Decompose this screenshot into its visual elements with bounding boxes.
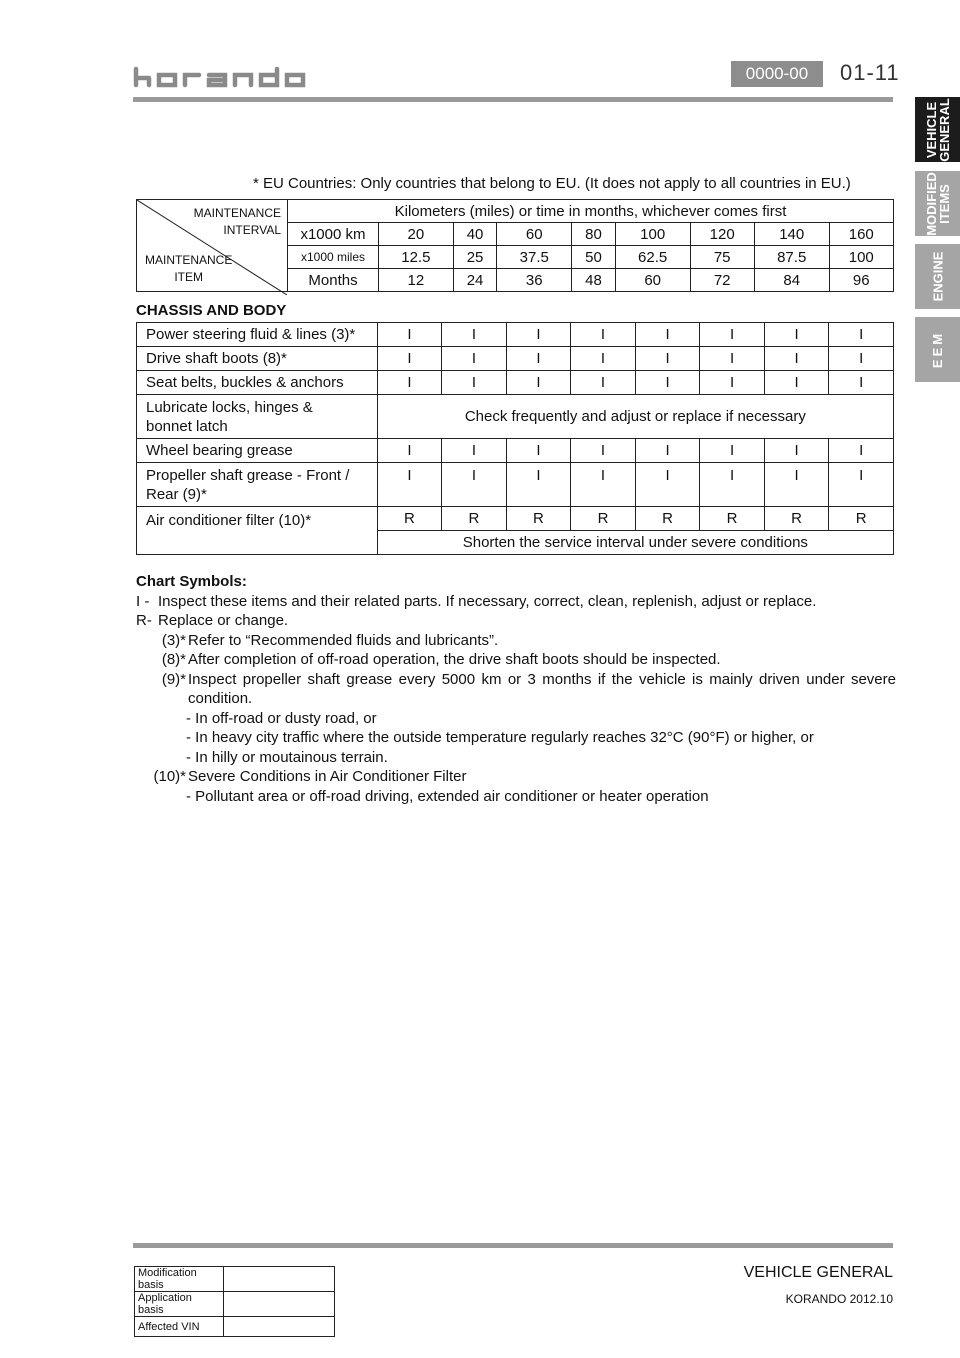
header-rule	[133, 97, 893, 102]
cell: 100	[615, 223, 690, 246]
cell: I	[764, 323, 829, 347]
tab-engine[interactable]	[915, 244, 960, 309]
cell: I	[635, 323, 700, 347]
section-title: CHASSIS AND BODY	[136, 302, 287, 319]
cell: I	[377, 323, 442, 347]
tab-vehicle-general[interactable]	[915, 97, 960, 162]
cell: 60	[615, 269, 690, 292]
cell: I	[700, 371, 765, 395]
symbol-key: I -	[136, 592, 150, 610]
table-row	[137, 200, 894, 223]
cell: I	[571, 371, 636, 395]
cell: I	[377, 347, 442, 371]
table-row	[137, 347, 894, 371]
cell: R	[571, 507, 636, 531]
cell: I	[829, 439, 894, 463]
table-row	[137, 439, 894, 463]
cell: I	[700, 463, 765, 507]
cell: I	[506, 463, 571, 507]
cell: I	[442, 347, 507, 371]
cell: I	[700, 439, 765, 463]
cell: 25	[453, 246, 497, 269]
tab-label: ITEMS	[936, 183, 952, 224]
cell: 84	[754, 269, 829, 292]
cell: I	[829, 463, 894, 507]
cell: 37.5	[497, 246, 572, 269]
cell: 75	[690, 246, 754, 269]
span-note: Check frequently and adjust or replace if necessary	[377, 395, 893, 439]
cell: I	[506, 371, 571, 395]
cell: I	[635, 371, 700, 395]
cell: I	[377, 371, 442, 395]
cell: I	[442, 463, 507, 507]
note-text: Severe Conditions in Air Conditioner Filter	[188, 768, 467, 785]
cell: I	[829, 323, 894, 347]
item-label: Seat belts, buckles & anchors	[137, 371, 378, 395]
note-text: Refer to “Recommended fluids and lubricants”.	[188, 631, 499, 649]
chassis-body-table	[136, 322, 894, 555]
cell: 96	[829, 269, 893, 292]
cell: I	[506, 439, 571, 463]
note-sub-item: - In heavy city traffic where the outside temperature regularly reaches 32°C (90°F) or higher, or	[186, 729, 814, 746]
affected-vin-label: Affected VIN	[135, 1317, 224, 1337]
cell: I	[635, 439, 700, 463]
cell: I	[442, 323, 507, 347]
note-text: Inspect propeller shaft grease every 5000 km or 3 months if the vehicle is mainly driven under severe condition.	[188, 670, 896, 707]
korando-logo	[133, 66, 318, 88]
note-key: (10)*	[153, 768, 186, 785]
application-basis-label: Application basis	[135, 1292, 224, 1317]
cell: 160	[829, 223, 893, 246]
item-label: Drive shaft boots (8)*	[137, 347, 378, 371]
cell: 72	[690, 269, 754, 292]
cell: I	[764, 439, 829, 463]
cell: I	[506, 323, 571, 347]
severe-note: Shorten the service interval under severe conditions	[377, 531, 893, 555]
note-sub-item: - In hilly or moutainous terrain.	[186, 748, 388, 766]
symbol-text: Replace or change.	[158, 612, 289, 629]
symbols-title: Chart Symbols:	[136, 573, 247, 590]
tab-modified-items[interactable]	[915, 171, 960, 236]
symbol-item	[136, 592, 896, 612]
cell: I	[442, 371, 507, 395]
cell: I	[764, 347, 829, 371]
table-row	[137, 463, 894, 507]
modification-basis-value	[224, 1267, 335, 1292]
cell: R	[442, 507, 507, 531]
tab-label: VEHICLE	[923, 101, 939, 158]
cell: 140	[754, 223, 829, 246]
application-basis-value	[224, 1292, 335, 1317]
cell: 120	[690, 223, 754, 246]
cell: I	[829, 347, 894, 371]
corner-label: ITEM	[174, 270, 203, 284]
cell: 12.5	[379, 246, 454, 269]
footer-rule	[133, 1243, 893, 1248]
table-row	[137, 395, 894, 439]
row-label: x1000 km	[288, 223, 379, 246]
cell: 40	[453, 223, 497, 246]
chart-symbols	[136, 572, 896, 806]
item-label-line: Rear (9)*	[146, 485, 207, 503]
cell: R	[506, 507, 571, 531]
cell: I	[635, 463, 700, 507]
cell: I	[442, 439, 507, 463]
tab-eem[interactable]	[915, 317, 960, 382]
cell: I	[571, 463, 636, 507]
cell: R	[764, 507, 829, 531]
cell: 80	[572, 223, 616, 246]
cell: I	[764, 371, 829, 395]
symbol-text: Inspect these items and their related parts. If necessary, correct, clean, replenish, adjust or replace.	[158, 592, 817, 610]
cell: 100	[829, 246, 893, 269]
note-sub-item: - In off-road or dusty road, or	[186, 709, 377, 727]
cell: I	[700, 323, 765, 347]
cell: I	[377, 463, 442, 507]
table-row	[135, 1267, 335, 1292]
item-label-line: bonnet latch	[146, 417, 228, 435]
note-sub-item: - Pollutant area or off-road driving, extended air conditioner or heater operation	[186, 787, 709, 805]
note-key: (3)*	[161, 631, 186, 649]
note-text: After completion of off-road operation, the drive shaft boots should be inspected.	[188, 651, 721, 668]
cell: R	[829, 507, 894, 531]
note-item	[136, 670, 896, 709]
item-label: Air conditioner filter (10)*	[137, 507, 378, 555]
corner-cell	[137, 200, 288, 292]
note-item	[136, 631, 896, 651]
cell: I	[571, 323, 636, 347]
cell: 60	[497, 223, 572, 246]
tab-label: GENERAL	[936, 97, 952, 162]
tab-label: ENGINE	[930, 251, 945, 302]
page-number: 01-11	[840, 60, 900, 85]
symbol-item	[136, 611, 896, 631]
table-row	[137, 323, 894, 347]
cell: 24	[453, 269, 497, 292]
cell: I	[635, 347, 700, 371]
cell: 87.5	[754, 246, 829, 269]
cell: 48	[572, 269, 616, 292]
note-item	[136, 650, 896, 670]
cell: I	[571, 347, 636, 371]
cell: 12	[379, 269, 454, 292]
item-label: Power steering fluid & lines (3)*	[137, 323, 378, 347]
cell: R	[377, 507, 442, 531]
cell: R	[635, 507, 700, 531]
item-label: Wheel bearing grease	[137, 439, 378, 463]
symbol-key: R-	[136, 612, 152, 629]
tab-label: EEM	[929, 330, 945, 369]
footer-title: VEHICLE GENERAL	[743, 1264, 893, 1281]
item-label	[137, 463, 378, 507]
cell: I	[764, 463, 829, 507]
cell: 50	[572, 246, 616, 269]
interval-table	[136, 199, 894, 292]
corner-label: INTERVAL	[223, 223, 281, 237]
interval-heading: Kilometers (miles) or time in months, whichever comes first	[288, 200, 894, 223]
cell: I	[377, 439, 442, 463]
section-code: 0000-00	[731, 61, 823, 87]
table-row	[135, 1292, 335, 1317]
row-label: x1000 miles	[288, 246, 379, 269]
eu-countries-note: * EU Countries: Only countries that belong to EU. (It does not apply to all countries in EU.)	[253, 175, 851, 192]
note-item	[136, 767, 896, 787]
cell: I	[506, 347, 571, 371]
cell: I	[829, 371, 894, 395]
modification-basis-label: Modification basis	[135, 1267, 224, 1292]
table-row	[137, 507, 894, 531]
footer-subtitle: KORANDO 2012.10	[785, 1292, 893, 1306]
item-label	[137, 395, 378, 439]
item-label-line: Lubricate locks, hinges &	[146, 398, 313, 416]
tab-label: MODIFIED	[923, 171, 939, 236]
item-label-line: Propeller shaft grease - Front /	[146, 466, 350, 484]
cell: I	[700, 347, 765, 371]
cell: R	[700, 507, 765, 531]
cell: 20	[379, 223, 454, 246]
affected-vin-value	[224, 1317, 335, 1337]
row-label: Months	[288, 269, 379, 292]
note-key: (9)*	[161, 670, 186, 688]
note-key: (8)*	[161, 651, 186, 668]
corner-label: MAINTENANCE	[193, 206, 281, 220]
modification-table	[134, 1266, 335, 1337]
cell: 62.5	[615, 246, 690, 269]
table-row	[137, 371, 894, 395]
table-row	[135, 1317, 335, 1337]
cell: 36	[497, 269, 572, 292]
cell: I	[571, 439, 636, 463]
corner-label: MAINTENANCE	[145, 253, 233, 267]
